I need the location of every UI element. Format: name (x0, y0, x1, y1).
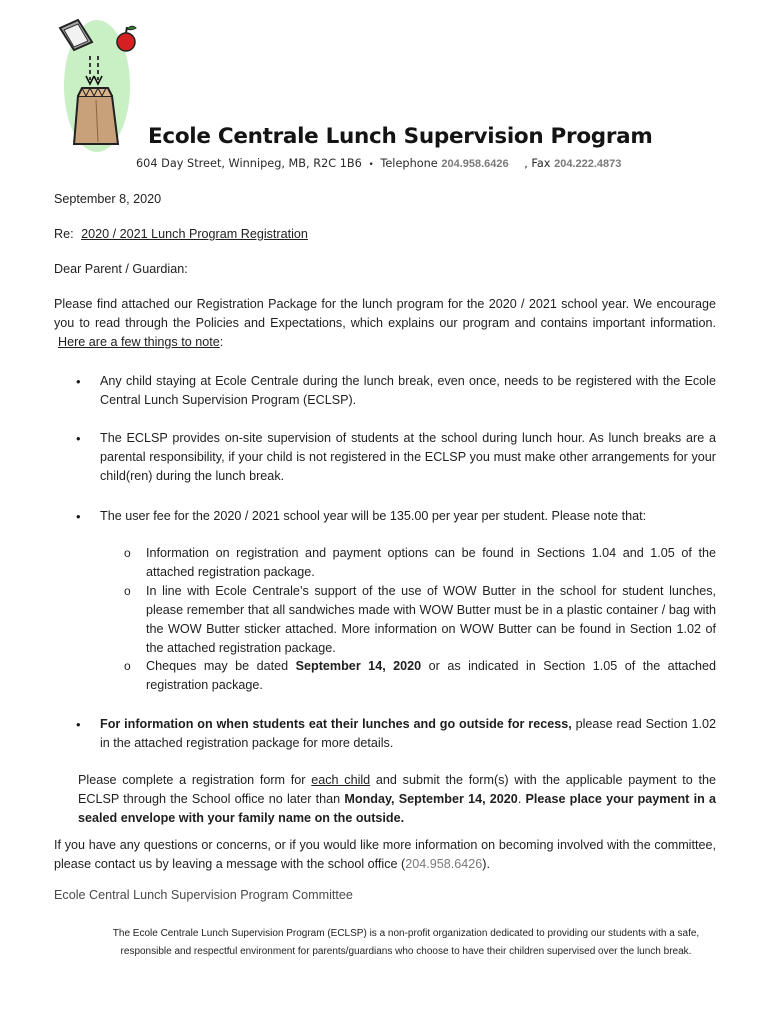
sub-bullet-wow-butter: In line with Ecole Centrale’s support of the use of WOW Butter in the school for student lunches, please remember that all sandwiches made with WOW Butter must be in a plastic container / bag with the WOW Butter sticker attached. More information on WOW Butter can be found in Section 1.02 of the attached registration package. (146, 584, 716, 655)
lunch-bag-logo (52, 16, 142, 156)
each-child-link: each child (311, 773, 371, 787)
sub-bullet-cheques (146, 657, 716, 695)
sub-bullet-registration-info: Information on registration and payment options can be found in Sections 1.04 and 1.05 of the attached registration package. (146, 546, 716, 579)
bullet-marker: • (76, 509, 81, 524)
street-address: 604 Day Street, Winnipeg, MB, R2C 1B6 (136, 157, 362, 170)
program-title: Ecole Centrale Lunch Supervision Program (148, 124, 653, 149)
separator-dot: • (368, 160, 374, 170)
submission-deadline: Monday, September 14, 2020 (344, 792, 518, 806)
re-label: Re: (54, 227, 74, 241)
school-office-phone: 204.958.6426 (405, 857, 483, 871)
re-subject: 2020 / 2021 Lunch Program Registration (81, 227, 308, 241)
bullet-supervision: The ECLSP provides on-site supervision of students at the school during lunch hour. As lunch breaks are a parental responsibility, if your child is not registered in the ECLSP you must make other arrangements for your child(ren) during the lunch break. (100, 431, 716, 483)
recess-info-bold: For information on when students eat their lunches and go outside for recess, (100, 717, 572, 731)
sub-bullet-marker: o (124, 659, 131, 673)
bullet-marker: • (76, 374, 81, 389)
bullet-recess-info (100, 715, 716, 753)
apple-icon (117, 26, 136, 51)
bullet-registration-required: Any child staying at Ecole Centrale during the lunch break, even once, needs to be registered with the Ecole Central Lunch Supervision Program (ECLSP). (100, 374, 716, 407)
envelope-instruction: Please place your payment in a sealed envelope with your family name on the outside. (78, 792, 716, 825)
bullet-marker: • (76, 431, 81, 446)
bullet-marker: • (76, 717, 81, 732)
intro-colon: : (219, 335, 224, 349)
submission-pre: Please complete a registration form for (78, 773, 312, 787)
recess-info-text: please read Section 1.02 in the attached registration package for more details. (100, 717, 716, 750)
letter-date: September 8, 2020 (54, 192, 162, 206)
telephone-label: Telephone (380, 157, 438, 170)
contact-text: If you have any questions or concerns, or if you would like more information on becoming involved with the committee, please contact us by leaving a message with the school office ( (54, 838, 716, 871)
cheque-date: September 14, 2020 (295, 659, 422, 673)
fax-number: 204.222.4873 (554, 158, 622, 170)
contact-paragraph (54, 836, 716, 874)
fax-label: , Fax (524, 157, 551, 170)
cheques-text-post: or as indicated in Section 1.05 of the attached registration package. (146, 659, 716, 692)
committee-signature: Ecole Central Lunch Supervision Program Committee (54, 888, 353, 902)
letterhead-address-line (136, 157, 696, 170)
bullet-user-fee: The user fee for the 2020 / 2021 school year will be 135.00 per year per student. Please note that: (100, 509, 647, 523)
cheques-text-pre: Cheques may be dated (146, 659, 296, 673)
submission-post: . (517, 792, 526, 806)
submission-mid: and submit the form(s) with the applicable payment to the ECLSP through the School office no later than (78, 773, 716, 806)
salutation: Dear Parent / Guardian: (54, 262, 188, 276)
footer-note: The Ecole Centrale Lunch Supervision Program (ECLSP) is a non-profit organization dedicated to providing our students with a safe, responsible and respectful environment for parents/guardians who choose to have their children supervised over the lunch break. (112, 928, 700, 957)
telephone-number: 204.958.6426 (441, 158, 509, 170)
intro-text: Please find attached our Registration Package for the lunch program for the 2020 / 2021 school year. We encourage you to read through the Policies and Expectations, which explains our program and contains important information. (54, 297, 716, 330)
re-line (54, 225, 308, 244)
sub-bullet-marker: o (124, 546, 131, 560)
contact-end: ). (482, 857, 490, 871)
intro-paragraph (54, 295, 716, 352)
paper-bag-icon (74, 88, 118, 144)
sub-bullet-marker: o (124, 584, 131, 598)
notes-link: Here are a few things to note (58, 335, 220, 349)
submission-paragraph (78, 771, 716, 828)
